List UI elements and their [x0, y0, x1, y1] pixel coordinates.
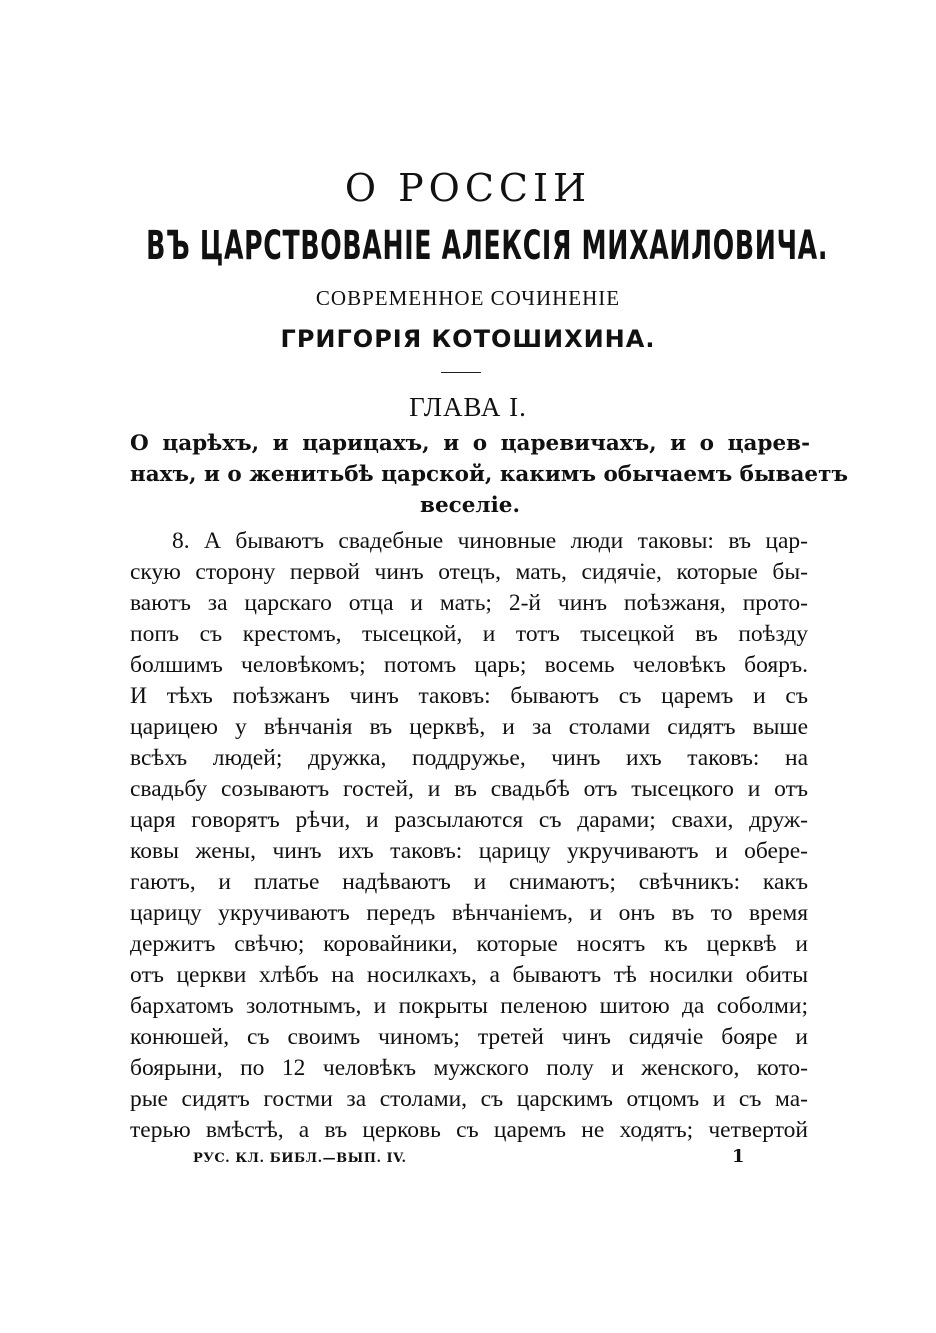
body-line: болшимъ человѣкомъ; потомъ царь; восемь человѣкъ бояръ.: [130, 652, 808, 678]
body-line: скую сторону первой чинъ отецъ, мать, сидячіе, которые бы-: [130, 559, 808, 585]
body-line: терью вмѣстѣ, а въ церковь съ царемъ не ходятъ; четвертой: [130, 1117, 808, 1143]
body-text: [130, 526, 808, 1146]
chapter-title-line: нахъ, и о женитьбѣ царской, какимъ обычаемъ бываетъ: [130, 462, 848, 487]
body-line: царя говорятъ рѣчи, и разсылаются съ дарами; свахи, друж-: [130, 807, 808, 833]
title-line-2-text: ВЪ ЦАРСТВОВАНІЕ АЛЕКСІЯ МИХАИЛОВИЧА.: [146, 223, 829, 269]
body-line: свадьбу созываютъ гостей, и въ свадьбѣ отъ тысецкого и отъ: [130, 776, 808, 802]
chapter-title: [130, 428, 848, 521]
body-line: царицу укручиваютъ передъ вѣнчаніемъ, и онъ въ то время: [130, 900, 808, 926]
body-line: отъ церкви хлѣбъ на носилкахъ, а бываютъ тѣ носилки обиты: [130, 962, 808, 988]
body-line: ваютъ за царскаго отца и мать; 2-й чинъ поѣзжаня, прото-: [130, 590, 808, 616]
body-line: И тѣхъ поѣзжанъ чинъ таковъ: бываютъ съ царемъ и съ: [130, 683, 808, 709]
body-line: царицею у вѣнчанія въ церквѣ, и за столами сидятъ выше: [130, 714, 808, 740]
body-line: держитъ свѣчю; коровайники, которые носятъ къ церквѣ и: [130, 931, 808, 957]
chapter-label: ГЛАВА I.: [409, 392, 527, 422]
author-name: ГРИГОРІЯ КОТОШИХИНА.: [280, 325, 656, 353]
body-line: рые сидятъ гостми за столами, съ царскимъ отцомъ и съ ма-: [130, 1086, 808, 1112]
body-line: всѣхъ людей; дружка, поддружье, чинъ ихъ таковъ: на: [130, 745, 808, 771]
body-line: попъ съ крестомъ, тысецкой, и тотъ тысецкой въ поѣзду: [130, 621, 808, 647]
body-line: 8. А бываютъ свадебные чиновные люди таковы: въ цар-: [172, 528, 808, 554]
body-line: ковы жены, чинъ ихъ таковъ: царицу укручиваютъ и оберe-: [130, 838, 808, 864]
printer-signature: РУС. КЛ. БИБЛ.—ВЫП. IV.: [193, 1151, 407, 1166]
subtitle: СОВРЕМЕННОЕ СОЧИНЕНІЕ: [315, 286, 621, 310]
body-line: боярыни, по 12 человѣкъ мужского полу и женского, кото-: [130, 1055, 808, 1081]
body-line: бархатомъ золотнымъ, и покрыты пеленою шитою да соболми;: [130, 993, 808, 1019]
title-line-2: [0, 222, 936, 270]
chapter-title-line: веселіе.: [420, 493, 520, 518]
body-line: гаютъ, и платье надѣваютъ и снимаютъ; свѣчникъ: какъ: [130, 869, 808, 895]
divider-rule: [441, 372, 481, 373]
page-number: 1: [732, 1146, 745, 1167]
body-line: конюшей, съ своимъ чиномъ; третей чинъ сидячіе бояре и: [130, 1024, 808, 1050]
chapter-title-line: О царѣхъ, и царицахъ, и о царевичахъ, и о царев-: [130, 431, 810, 456]
title-line-1: О РОССІИ: [344, 166, 592, 210]
